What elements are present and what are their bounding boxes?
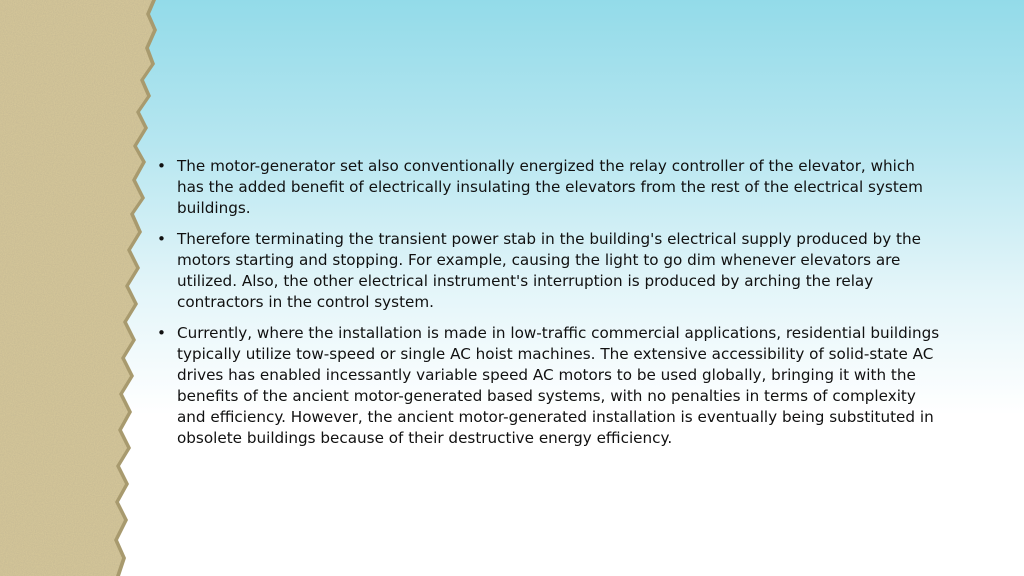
bullet-text: Therefore terminating the transient power stab in the building's electrical supply produced by the motors starting and stopping. For example, causing the light to go dim whenever elevators are utilized. Also, the other electrical instrument's interruption is produced by arching the relay contractors in the control system. [177,230,921,311]
bullet-list [155,156,945,459]
bullet-text: Currently, where the installation is made in low-traffic commercial applications, residential buildings typically utilize tow-speed or single AC hoist machines. The extensive accessibility of solid-state AC drives has enabled incessantly variable speed AC motors to be used globally, bringing it with the benefits of the ancient motor-generated based systems, with no penalties in terms of complexity and efficiency. However, the ancient motor-generated installation is eventually being substituted in obsolete buildings because of their destructive energy efficiency. [177,324,940,447]
bullet-text: The motor-generator set also conventionally energized the relay controller of the elevator, which has the added benefit of electrically insulating the elevators from the rest of the electrical system buildings. [177,157,923,217]
bullet-item [155,323,945,449]
bullet-item [155,156,945,219]
bullet-marker: • [157,157,166,175]
bullet-item [155,229,945,313]
torn-paper-strip [0,0,170,576]
paper-texture [0,0,153,576]
bullet-marker: • [157,230,166,248]
bullet-marker: • [157,324,166,342]
